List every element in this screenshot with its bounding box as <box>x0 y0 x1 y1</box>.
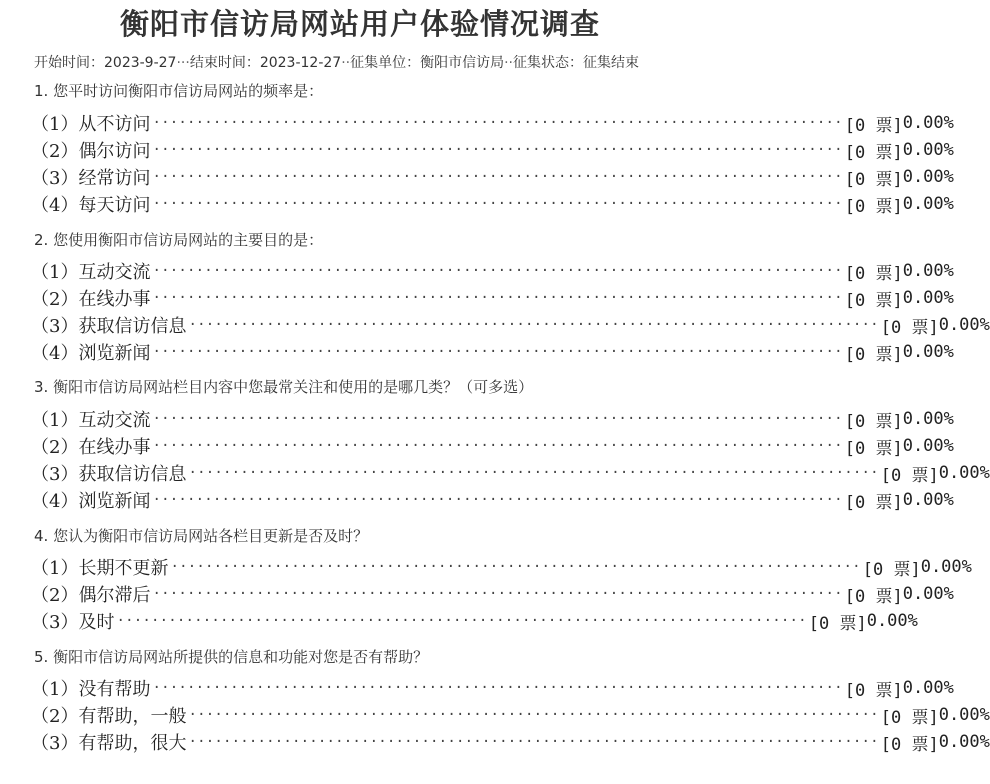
separator: ·· <box>341 55 351 71</box>
dot-leader: ················································································ <box>152 169 843 185</box>
vote-percent: 0.00% <box>902 167 954 187</box>
option-label: （1）互动交流 <box>31 410 151 431</box>
vote-count: [0 票] <box>880 707 939 728</box>
vote-percent: 0.00% <box>938 463 990 483</box>
survey-option[interactable] <box>30 461 990 486</box>
survey-option[interactable] <box>30 138 954 163</box>
start-time-value: 2023-9-27 <box>104 55 177 71</box>
survey-option[interactable] <box>30 192 954 217</box>
vote-count: [0 票] <box>844 411 903 432</box>
vote-percent: 0.00% <box>866 611 918 631</box>
vote-count: [0 票] <box>844 196 903 217</box>
dot-leader: ················································································ <box>152 438 843 454</box>
survey-option[interactable] <box>30 340 954 365</box>
vote-count: [0 票] <box>880 317 939 338</box>
dot-leader: ················································································ <box>152 344 843 360</box>
dot-leader: ················································································ <box>152 142 843 158</box>
option-label: （3）有帮助，很大 <box>31 733 187 754</box>
vote-count: [0 票] <box>844 142 903 163</box>
option-label: （1）没有帮助 <box>31 679 151 700</box>
vote-percent: 0.00% <box>920 557 972 577</box>
survey-option[interactable] <box>30 407 954 432</box>
survey-option[interactable] <box>30 111 954 136</box>
survey-option[interactable] <box>30 165 954 190</box>
dot-leader: ················································································ <box>152 411 843 427</box>
unit-value: 衡阳市信访局 <box>420 55 505 71</box>
survey-option[interactable] <box>30 434 954 459</box>
vote-count: [0 票] <box>844 263 903 284</box>
vote-count: [0 票] <box>844 586 903 607</box>
question-title: 2. 您使用衡阳市信访局网站的主要目的是： <box>34 231 324 249</box>
vote-percent: 0.00% <box>938 315 990 335</box>
vote-count: [0 票] <box>844 169 903 190</box>
survey-option[interactable] <box>30 676 954 701</box>
status-value: 征集结束 <box>583 55 640 71</box>
vote-percent: 0.00% <box>902 436 954 456</box>
dot-leader: ················································································ <box>152 115 843 131</box>
vote-percent: 0.00% <box>902 194 954 214</box>
option-label: （2）有帮助，一般 <box>31 706 187 727</box>
option-label: （2）偶尔访问 <box>31 141 151 162</box>
survey-option[interactable] <box>30 703 990 728</box>
vote-percent: 0.00% <box>938 705 990 725</box>
vote-count: [0 票] <box>844 344 903 365</box>
vote-count: [0 票] <box>862 559 921 580</box>
dot-leader: ················································································ <box>152 586 843 602</box>
option-label: （4）浏览新闻 <box>31 491 151 512</box>
dot-leader: ················································································ <box>188 465 879 481</box>
status-label: 征集状态： <box>513 55 584 71</box>
vote-percent: 0.00% <box>938 732 990 752</box>
vote-count: [0 票] <box>844 492 903 513</box>
option-label: （3）经常访问 <box>31 168 151 189</box>
vote-percent: 0.00% <box>902 490 954 510</box>
survey-option[interactable] <box>30 730 990 755</box>
vote-count: [0 票] <box>880 734 939 755</box>
dot-leader: ················································································ <box>170 559 861 575</box>
vote-percent: 0.00% <box>902 288 954 308</box>
option-label: （1）互动交流 <box>31 262 151 283</box>
dot-leader: ················································································ <box>152 196 843 212</box>
end-time-value: 2023-12-27 <box>259 55 342 71</box>
vote-count: [0 票] <box>844 438 903 459</box>
survey-option[interactable] <box>30 582 954 607</box>
option-label: （3）获取信访信息 <box>31 464 187 485</box>
vote-percent: 0.00% <box>902 409 954 429</box>
vote-percent: 0.00% <box>902 261 954 281</box>
dot-leader: ················································································ <box>152 290 843 306</box>
dot-leader: ················································································ <box>152 263 843 279</box>
survey-option[interactable] <box>30 488 954 513</box>
survey-option[interactable] <box>30 286 954 311</box>
option-label: （2）在线办事 <box>31 289 151 310</box>
option-label: （3）及时 <box>31 612 115 633</box>
vote-percent: 0.00% <box>902 678 954 698</box>
option-label: （1）从不访问 <box>31 114 151 135</box>
vote-percent: 0.00% <box>902 140 954 160</box>
vote-count: [0 票] <box>808 613 867 634</box>
vote-percent: 0.00% <box>902 342 954 362</box>
separator: ·· <box>504 55 514 71</box>
dot-leader: ················································································ <box>152 680 843 696</box>
page-title: 衡阳市信访局网站用户体验情况调查 <box>119 7 600 41</box>
option-label: （2）在线办事 <box>31 437 151 458</box>
option-label: （1）长期不更新 <box>31 558 169 579</box>
vote-percent: 0.00% <box>902 113 954 133</box>
vote-count: [0 票] <box>844 680 903 701</box>
question-title: 3. 衡阳市信访局网站栏目内容中您最常关注和使用的是哪几类？（可多选） <box>34 378 534 396</box>
question-title: 1. 您平时访问衡阳市信访局网站的频率是： <box>34 82 324 100</box>
question-title: 4. 您认为衡阳市信访局网站各栏目更新是否及时？ <box>34 527 369 545</box>
dot-leader: ················································································ <box>188 734 879 750</box>
option-label: （3）获取信访信息 <box>31 316 187 337</box>
option-label: （2）偶尔滞后 <box>31 585 151 606</box>
vote-count: [0 票] <box>844 115 903 136</box>
survey-option[interactable] <box>30 609 918 634</box>
dot-leader: ················································································ <box>188 707 879 723</box>
vote-count: [0 票] <box>880 465 939 486</box>
vote-percent: 0.00% <box>902 584 954 604</box>
end-time-label: 结束时间： <box>189 55 260 71</box>
survey-option[interactable] <box>30 313 990 338</box>
survey-option[interactable] <box>30 555 972 580</box>
question-title: 5. 衡阳市信访局网站所提供的信息和功能对您是否有帮助？ <box>34 648 429 666</box>
vote-count: [0 票] <box>844 290 903 311</box>
survey-meta <box>34 52 724 72</box>
dot-leader: ················································································ <box>116 613 807 629</box>
start-time-label: 开始时间： <box>34 55 104 71</box>
dot-leader: ················································································ <box>152 492 843 508</box>
survey-option[interactable] <box>30 259 954 284</box>
unit-label: 征集单位： <box>350 55 421 71</box>
dot-leader: ················································································ <box>188 317 879 333</box>
option-label: （4）每天访问 <box>31 195 151 216</box>
separator: ··· <box>176 55 190 71</box>
option-label: （4）浏览新闻 <box>31 343 151 364</box>
